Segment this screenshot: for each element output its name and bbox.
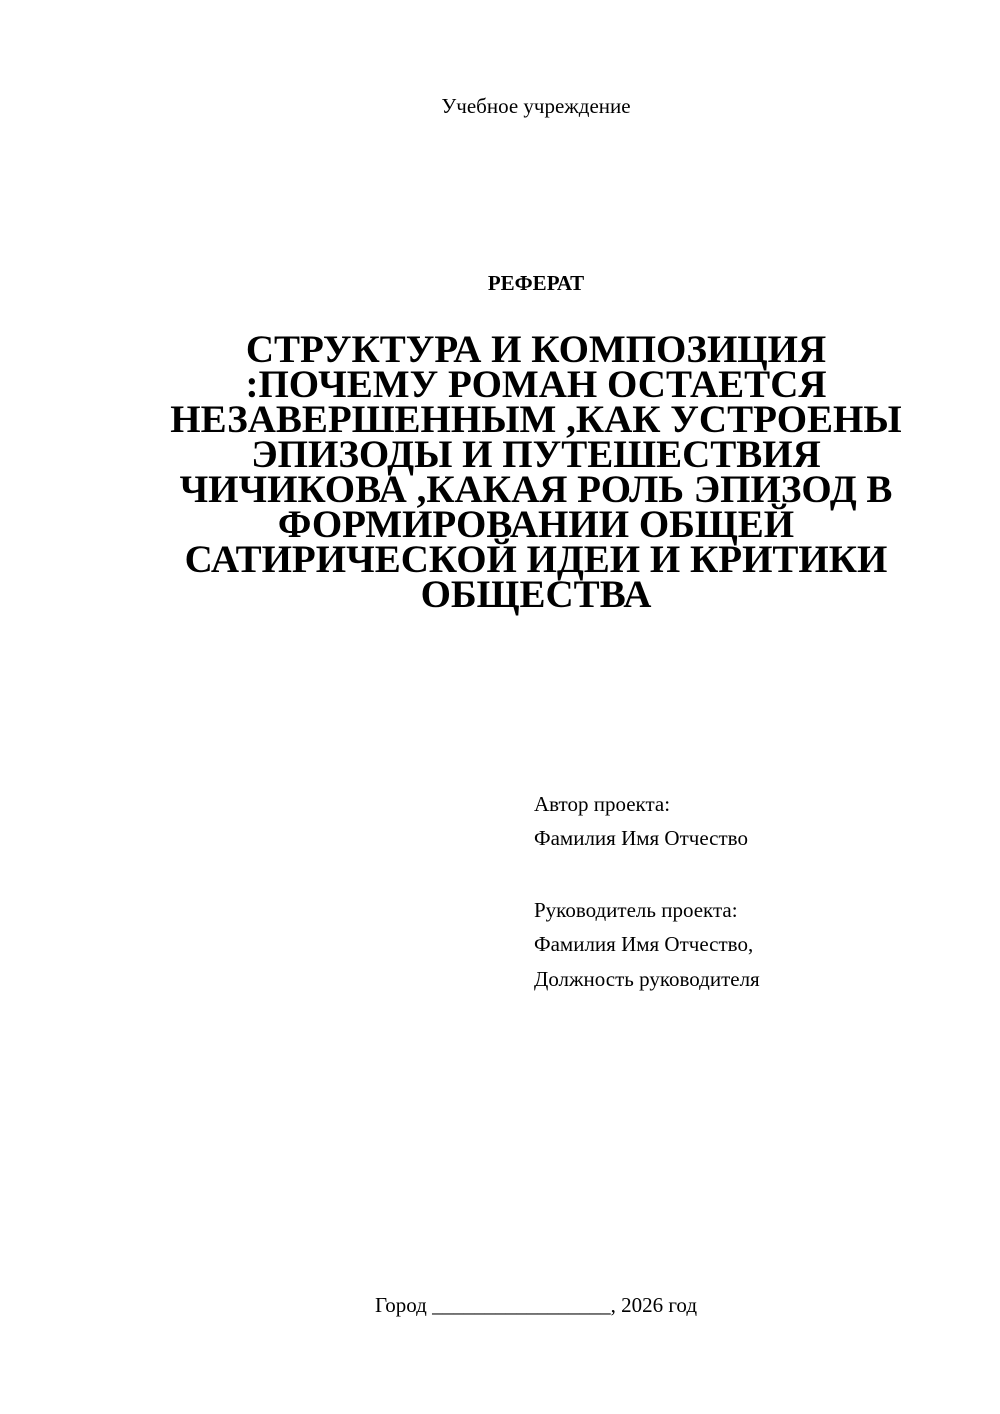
title-line: ФОРМИРОВАНИИ ОБЩЕЙ — [277, 503, 795, 546]
institution-name: Учебное учреждение — [441, 94, 631, 118]
author-label: Автор проекта: — [534, 792, 671, 816]
supervisor-name: Фамилия Имя Отчество, — [534, 932, 754, 956]
title-line: САТИРИЧЕСКОЙ ИДЕИ И КРИТИКИ — [184, 538, 888, 581]
city-year-footer: Город _________________, 2026 год — [374, 1293, 698, 1317]
title-line: :ПОЧЕМУ РОМАН ОСТАЕТСЯ — [245, 363, 827, 406]
document-title — [150, 328, 922, 616]
title-line: ЭПИЗОДЫ И ПУТЕШЕСТВИЯ — [251, 433, 821, 476]
author-name: Фамилия Имя Отчество — [534, 826, 748, 850]
supervisor-label: Руководитель проекта: — [534, 898, 738, 922]
title-line: СТРУКТУРА И КОМПОЗИЦИЯ — [245, 328, 827, 371]
title-line: ЧИЧИКОВА ,КАКАЯ РОЛЬ ЭПИЗОД В — [179, 468, 893, 511]
title-line: ОБЩЕСТВА — [420, 573, 652, 616]
supervisor-position: Должность руководителя — [534, 967, 760, 991]
title-line: НЕЗАВЕРШЕННЫМ ,КАК УСТРОЕНЫ — [170, 398, 902, 441]
document-type: РЕФЕРАТ — [487, 271, 585, 295]
